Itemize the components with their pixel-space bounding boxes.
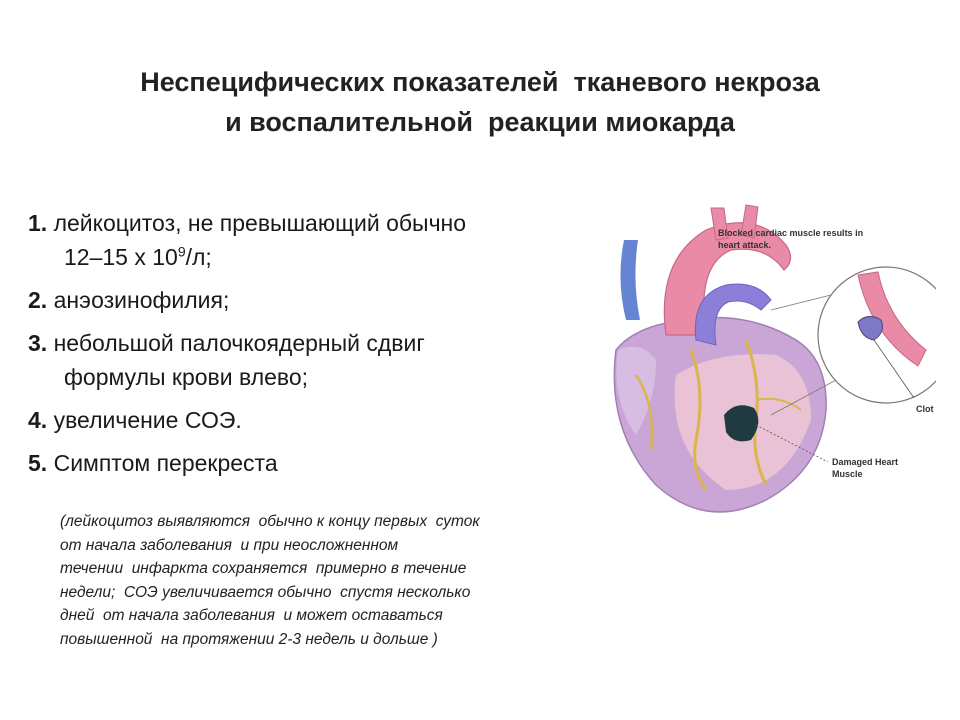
item-text: анэозинофилия; (47, 287, 230, 313)
explanatory-note (60, 510, 600, 651)
heart-attack-illustration (596, 200, 936, 530)
item-number: 2. (28, 287, 48, 313)
vena-cava (620, 240, 640, 320)
item-text: лейкоцитоз, не превышающий обычно (47, 210, 467, 236)
title-line-1: Неспецифических показателей тканевого некроза (140, 67, 820, 97)
note-line: (лейкоцитоз выявляются обычно к концу первых суток (60, 513, 480, 530)
item-number: 5. (28, 450, 48, 476)
list-item-1 (28, 206, 608, 274)
item-text-continued (28, 240, 608, 274)
item-text-continued: формулы крови влево; (64, 364, 309, 390)
label-blocked-line-1: Blocked cardiac muscle results in (718, 228, 864, 238)
damaged-muscle-area (724, 405, 758, 441)
unit: /л; (185, 244, 212, 270)
label-clot: Clot (916, 404, 934, 414)
item-number: 4. (28, 407, 48, 433)
connector-line (771, 295, 831, 310)
slide-title (40, 62, 920, 142)
list-item-3 (28, 326, 608, 394)
note-line: повышенной на протяжении 2-3 недель и дольше ) (60, 630, 438, 648)
note-line: дней от начала заболевания и может оставаться (60, 607, 443, 624)
indicator-list (28, 206, 608, 489)
list-item-5 (28, 446, 608, 480)
item-text: Симптом перекреста (47, 450, 278, 476)
label-damaged-line-1: Damaged Heart (832, 457, 899, 467)
label-blocked-line-2: heart attack. (718, 240, 772, 250)
leukocyte-count: 12–15 х 10 (64, 244, 178, 270)
title-line-2: и воспалительной реакции миокарда (225, 107, 735, 137)
item-number: 1. (28, 210, 48, 236)
item-text: увеличение СОЭ. (47, 407, 242, 433)
note-line: от начала заболевания и при неосложненном (60, 536, 399, 554)
exponent: 9 (177, 243, 186, 260)
item-text: небольшой палочкоядерный сдвиг (47, 330, 425, 356)
note-line: течении инфаркта сохраняется примерно в течение (60, 560, 467, 577)
heart-illustration-svg (596, 200, 936, 530)
label-damaged-line-2: Muscle (832, 469, 863, 479)
note-line: недели; СОЭ увеличивается обычно спустя несколько (60, 583, 471, 601)
item-number: 3. (28, 330, 48, 356)
list-item-2 (28, 283, 608, 317)
list-item-4 (28, 403, 608, 437)
